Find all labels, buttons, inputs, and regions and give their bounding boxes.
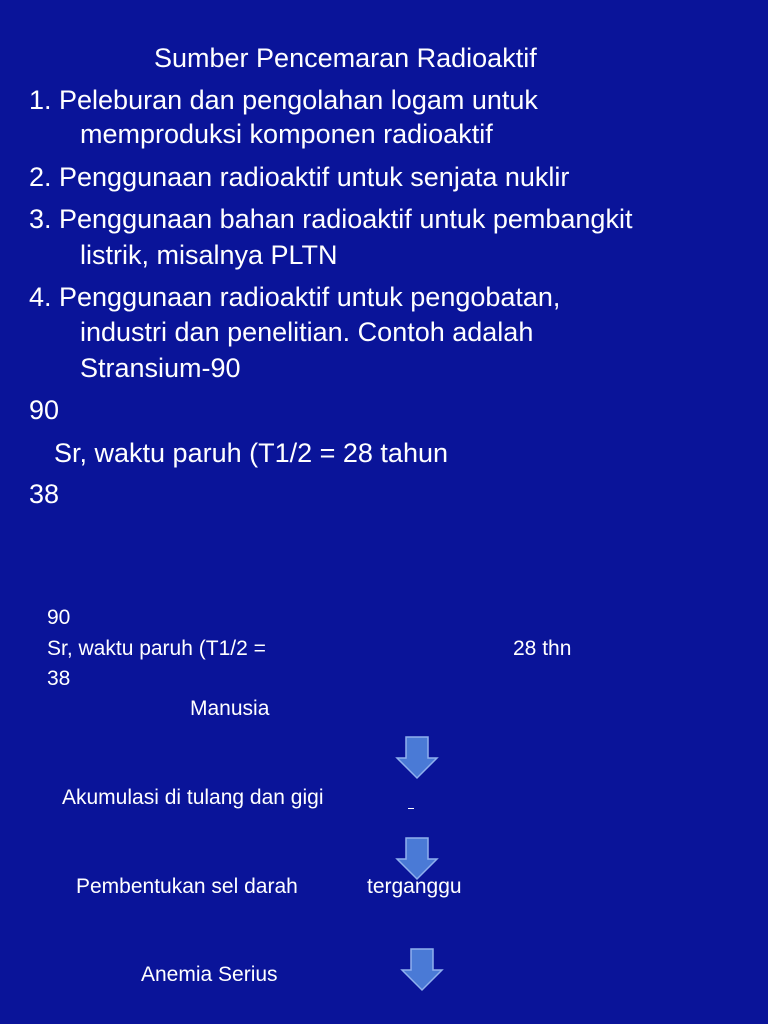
- list-item-1-line-2: memproduksi komponen radioaktif: [80, 119, 493, 149]
- isotope-description: Sr, waktu paruh (T1/2 = 28 tahun: [54, 438, 448, 468]
- isotope-secondary-mass-number: 90: [47, 606, 71, 629]
- list-item-4-line-3: Stransium-90: [80, 353, 241, 383]
- isotope-secondary-atomic-number: 38: [47, 667, 71, 690]
- list-item-4-line-1: 4. Penggunaan radioaktif untuk pengobatan,: [29, 282, 561, 312]
- isotope-secondary-value: 28 thn: [513, 637, 572, 660]
- flow-step-manusia: Manusia: [190, 697, 270, 720]
- list-item-3-line-1: 3. Penggunaan bahan radioaktif untuk pembangkit: [29, 204, 633, 234]
- list-item-1-line-1: 1. Peleburan dan pengolahan logam untuk: [29, 85, 538, 115]
- list-item-2-line-1: 2. Penggunaan radioaktif untuk senjata nuklir: [29, 162, 570, 192]
- flow-step-pembentukan: Pembentukan sel darah: [76, 875, 298, 898]
- flow-step-anemia: Anemia Serius: [141, 963, 278, 986]
- isotope-mass-number: 90: [29, 395, 60, 425]
- decorative-tick: [408, 808, 414, 809]
- list-item-4-line-2: industri dan penelitian. Contoh adalah: [80, 317, 534, 347]
- down-arrow-icon: [400, 948, 444, 992]
- slide-title: Sumber Pencemaran Radioaktif: [154, 43, 537, 73]
- flow-step-akumulasi: Akumulasi di tulang dan gigi: [62, 786, 324, 809]
- isotope-secondary-description: Sr, waktu paruh (T1/2 =: [47, 637, 266, 660]
- isotope-atomic-number: 38: [29, 479, 60, 509]
- down-arrow-icon: [395, 736, 439, 780]
- flow-step-terganggu: terganggu: [367, 875, 462, 898]
- list-item-3-line-2: listrik, misalnya PLTN: [80, 240, 338, 270]
